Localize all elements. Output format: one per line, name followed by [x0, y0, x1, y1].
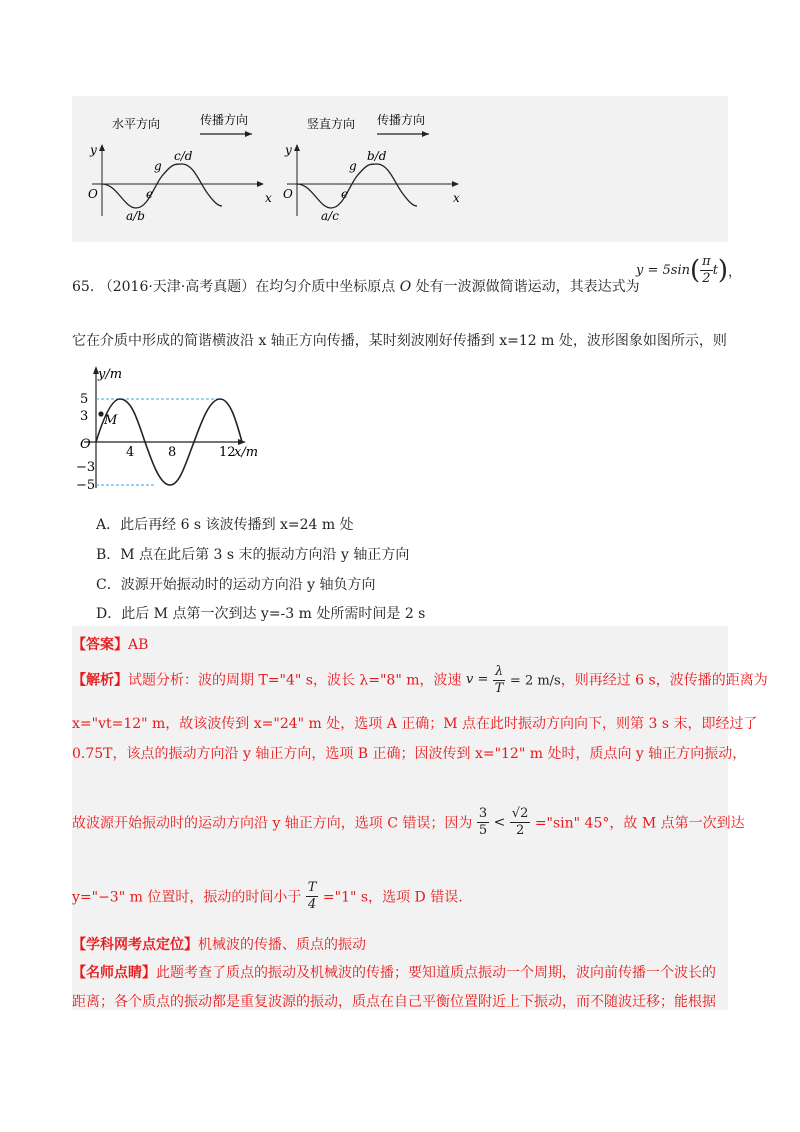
comment-line-2: 距离；各个质点的振动都是重复波源的振动，质点在自己平衡位置附近上下振动，而不随波迁移；能根据 [72, 994, 716, 1010]
analysis-line-5: y="−3" m 位置时，振动的时间小于 $\frac{T}{4}$ ="1" s，选项 D 错误. [72, 880, 463, 912]
x-tick: 12 [219, 445, 236, 460]
option-b: B．M 点在此后第 3 s 末的振动方向沿 y 轴正方向 [96, 547, 410, 563]
answer-line [72, 634, 148, 654]
svg-text:O: O [88, 187, 98, 201]
y-tick: 3 [80, 409, 89, 424]
svg-text:O: O [283, 187, 293, 201]
svg-text:y: y [285, 143, 292, 157]
analysis-line-3: 0.75T，该点的振动方向沿 y 轴正方向，选项 B 正确；因波传到 x="12" m 处时，质点向 y 轴正方向振动， [72, 746, 747, 762]
knowledge-tag: 【学科网考点定位】 [72, 937, 198, 953]
question-line-1: 65. （2016·天津·高考真题）在均匀介质中坐标原点 O 处有一波源做简谐运动，其表达式为 [72, 279, 640, 295]
y-tick: −5 [76, 478, 96, 493]
svg-text:c/d: c/d [174, 149, 193, 163]
svg-text:e: e [341, 187, 349, 201]
top-figure-panel [72, 96, 728, 242]
svg-text:y: y [90, 143, 97, 157]
option-c: C．波源开始振动时的运动方向沿 y 轴负方向 [96, 577, 376, 593]
y-tick: −3 [76, 460, 96, 475]
point-m-label: M [104, 413, 118, 428]
svg-text:x: x [265, 191, 272, 205]
comment-tag: 【名师点睛】 [72, 965, 156, 981]
wave-figure-horizontal [82, 106, 272, 226]
origin-label: O [80, 437, 91, 452]
direction-label: 竖直方向 [307, 117, 356, 131]
answer-value: AB [128, 637, 149, 653]
question-number: 65. [72, 279, 95, 295]
svg-text:x: x [453, 191, 460, 205]
analysis-tag: 【解析】 [72, 672, 128, 689]
y-axis-label: y/m [98, 367, 123, 382]
comment-line-1: 【名师点睛】此题考查了质点的振动及机械波的传播；要知道质点振动一个周期，波向前传播一个波长的 [72, 965, 716, 981]
svg-text:g: g [154, 159, 162, 173]
y-tick: 5 [80, 392, 89, 407]
wave-figure-vertical [277, 106, 467, 226]
knowledge-point: 【学科网考点定位】机械波的传播、质点的振动 [72, 937, 366, 953]
propagation-label: 传播方向 [200, 113, 249, 127]
svg-text:b/d: b/d [367, 149, 387, 163]
x-tick: 8 [168, 445, 177, 460]
answer-tag: 【答案】 [72, 637, 128, 653]
analysis-line-4: 故波源开始振动时的运动方向沿 y 轴正方向，选项 C 错误；因为 $\frac{3}{5}$ < $\frac{√2}{2}$ ="sin" 45°，故 M 点第一次到达 [72, 806, 745, 838]
x-axis-label: x/m [234, 445, 259, 460]
question-line-2: 它在介质中形成的简谐横波沿 x 轴正方向传播，某时刻波刚好传播到 x=12 m 处，波形图象如图所示，则 [72, 333, 727, 349]
svg-text:a/c: a/c [321, 209, 339, 223]
svg-text:g: g [349, 159, 357, 173]
x-tick: 4 [126, 445, 135, 460]
option-a: A．此后再经 6 s 该波传播到 x=24 m 处 [96, 517, 354, 533]
svg-text:a/b: a/b [126, 209, 145, 223]
propagation-label: 传播方向 [377, 113, 426, 127]
analysis-line-1: 【解析】试题分析：波的周期 T="4" s，波长 λ="8" m，波速 v = $\frac{\lambda}{T}$ = 2 m/s，则再经过 6 s，波传播的距离为 [72, 664, 768, 696]
wave-graph [74, 362, 274, 494]
svg-text:e: e [146, 187, 154, 201]
analysis-line-2: x="vt=12" m，故该波传到 x="24" m 处，选项 A 正确；M 点在此时振动方向向下，则第 3 s 末，即经过了 [72, 716, 758, 732]
wave-formula: y = 5sin( $\frac{\pi}{2}$ t)， [636, 254, 742, 286]
direction-label: 水平方向 [112, 117, 161, 131]
question-source: （2016·天津·高考真题） [98, 279, 256, 295]
option-d: D．此后 M 点第一次到达 y=-3 m 处所需时间是 2 s [96, 606, 426, 622]
